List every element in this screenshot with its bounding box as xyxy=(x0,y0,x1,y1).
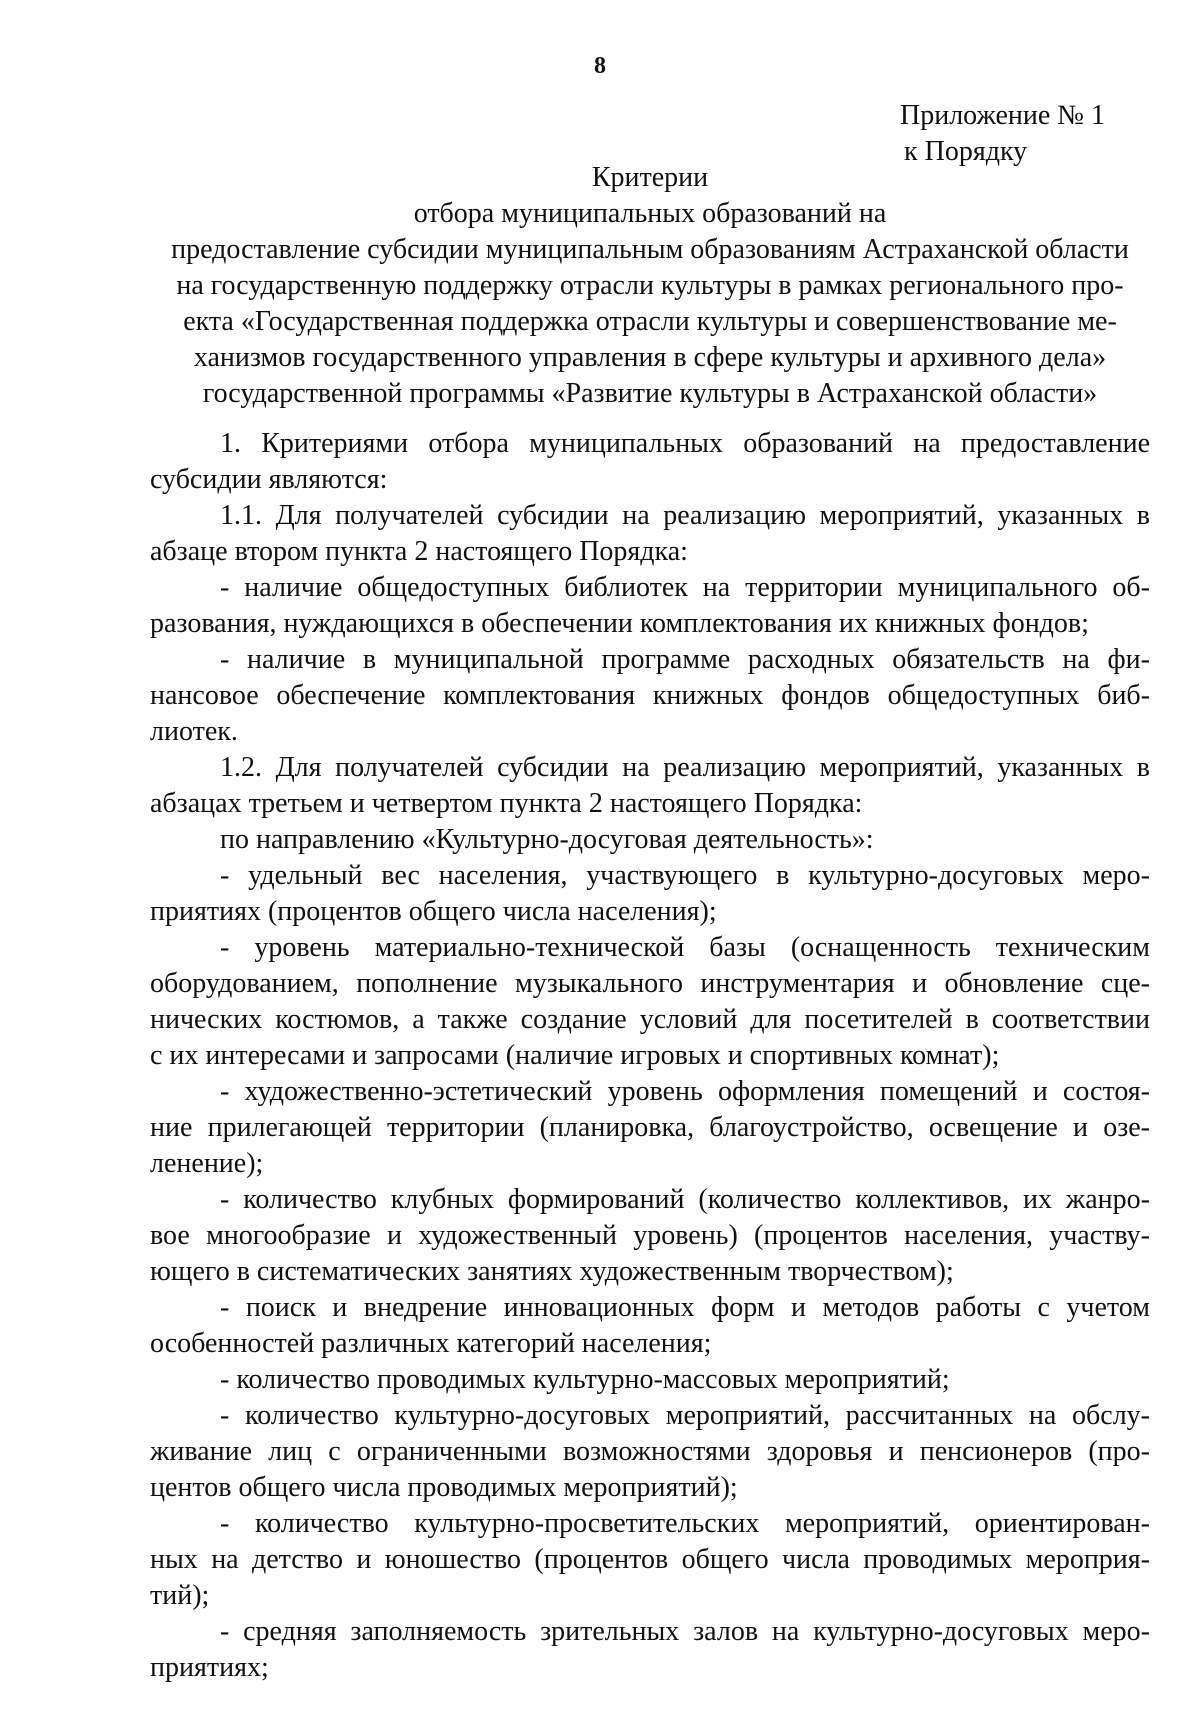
title-line: екта «Государственная поддержка отрасли культуры и совершенствование ме- xyxy=(183,306,1117,337)
paragraph-line: разования, нуждающихся в обеспечении комплектования их книжных фондов; xyxy=(150,608,1089,639)
paragraph-line: ние прилегающей территории (планировка, благоустройство, освещение и озе- xyxy=(150,1112,1150,1143)
body-paragraph xyxy=(150,1074,1150,1182)
paragraph-line: тий); xyxy=(150,1580,210,1611)
paragraph-line: ных на детство и юношество (процентов общего числа проводимых мероприя- xyxy=(150,1544,1150,1575)
paragraph-line: - удельный вес населения, участвующего в культурно-досуговых меро- xyxy=(220,860,1150,891)
title-line: отбора муниципальных образований на xyxy=(413,198,887,229)
body-paragraph xyxy=(150,858,1150,930)
body-paragraph xyxy=(150,570,1150,642)
paragraph-line: - художественно-эстетический уровень оформления помещений и состоя- xyxy=(220,1076,1150,1107)
body-paragraph xyxy=(150,822,1150,858)
appendix-line-1: Приложение № 1 xyxy=(900,100,1105,131)
paragraph-line: - поиск и внедрение инновационных форм и методов работы с учетом xyxy=(220,1292,1150,1323)
paragraph-line: - наличие общедоступных библиотек на территории муниципального об- xyxy=(220,572,1150,603)
paragraph-line: оборудованием, пополнение музыкального инструментария и обновление сце- xyxy=(150,968,1150,999)
body-paragraph xyxy=(150,1614,1150,1686)
document-title xyxy=(150,160,1150,412)
paragraph-line: приятиях; xyxy=(150,1652,269,1683)
paragraph-line: абзацах третьем и четвертом пункта 2 настоящего Порядка: xyxy=(150,788,863,819)
paragraph-line: 1.2. Для получателей субсидии на реализацию мероприятий, указанных в xyxy=(220,752,1150,783)
paragraph-line: живание лиц с ограниченными возможностями здоровья и пенсионеров (про- xyxy=(150,1436,1150,1467)
paragraph-line: - количество проводимых культурно-массовых мероприятий; xyxy=(220,1364,950,1395)
paragraph-line: - средняя заполняемость зрительных залов на культурно-досуговых меро- xyxy=(220,1616,1150,1647)
paragraph-line: абзаце втором пункта 2 настоящего Порядка: xyxy=(150,536,688,567)
paragraph-line: нансовое обеспечение комплектования книжных фондов общедоступных биб- xyxy=(150,680,1150,711)
paragraph-line: - количество культурно-досуговых мероприятий, рассчитанных на обслу- xyxy=(220,1400,1150,1431)
paragraph-line: 1. Критериями отбора муниципальных образований на предоставление xyxy=(220,428,1150,459)
paragraph-line: нических костюмов, а также создание условий для посетителей в соответствии xyxy=(150,1004,1150,1035)
body-paragraph xyxy=(150,1506,1150,1614)
body-paragraph xyxy=(150,426,1150,498)
title-line: ханизмов государственного управления в сфере культуры и архивного дела» xyxy=(193,342,1107,373)
paragraph-line: субсидии являются: xyxy=(150,464,388,495)
body-paragraph xyxy=(150,1362,1150,1398)
paragraph-line: особенностей различных категорий населения; xyxy=(150,1328,712,1359)
title-line: предоставление субсидии муниципальным образованиям Астраханской области xyxy=(171,234,1129,265)
paragraph-line: ющего в систематических занятиях художественным творчеством); xyxy=(150,1256,954,1287)
title-heading: Критерии xyxy=(591,162,709,193)
body-paragraph xyxy=(150,642,1150,750)
paragraph-line: приятиях (процентов общего числа населения); xyxy=(150,896,717,927)
paragraph-line: с их интересами и запросами (наличие игровых и спортивных комнат); xyxy=(150,1040,1000,1071)
body-paragraph xyxy=(150,1290,1150,1362)
paragraph-line: - количество культурно-просветительских мероприятий, ориентирован- xyxy=(220,1508,1150,1539)
document-body xyxy=(150,426,1150,1686)
paragraph-line: вое многообразие и художественный уровень) (процентов населения, участву- xyxy=(150,1220,1150,1251)
page-number: 8 xyxy=(594,53,606,79)
paragraph-line: по направлению «Культурно-досуговая деятельность»: xyxy=(220,824,874,855)
title-line: на государственную поддержку отрасли культуры в рамках регионального про- xyxy=(176,270,1124,301)
body-paragraph xyxy=(150,750,1150,822)
paragraph-line: лиотек. xyxy=(150,716,238,747)
body-paragraph xyxy=(150,1182,1150,1290)
paragraph-line: - уровень материально-технической базы (оснащенность техническим xyxy=(220,932,1150,963)
paragraph-line: ленение); xyxy=(150,1148,264,1179)
body-paragraph xyxy=(150,498,1150,570)
title-line: государственной программы «Развитие культуры в Астраханской области» xyxy=(202,378,1098,409)
body-paragraph xyxy=(150,1398,1150,1506)
paragraph-line: 1.1. Для получателей субсидии на реализацию мероприятий, указанных в xyxy=(220,500,1150,531)
paragraph-line: - наличие в муниципальной программе расходных обязательств на фи- xyxy=(220,644,1150,675)
body-paragraph xyxy=(150,930,1150,1074)
paragraph-line: центов общего числа проводимых мероприятий); xyxy=(150,1472,738,1503)
paragraph-line: - количество клубных формирований (количество коллективов, их жанро- xyxy=(220,1184,1150,1215)
appendix-line-2: к Порядку xyxy=(904,136,1028,167)
